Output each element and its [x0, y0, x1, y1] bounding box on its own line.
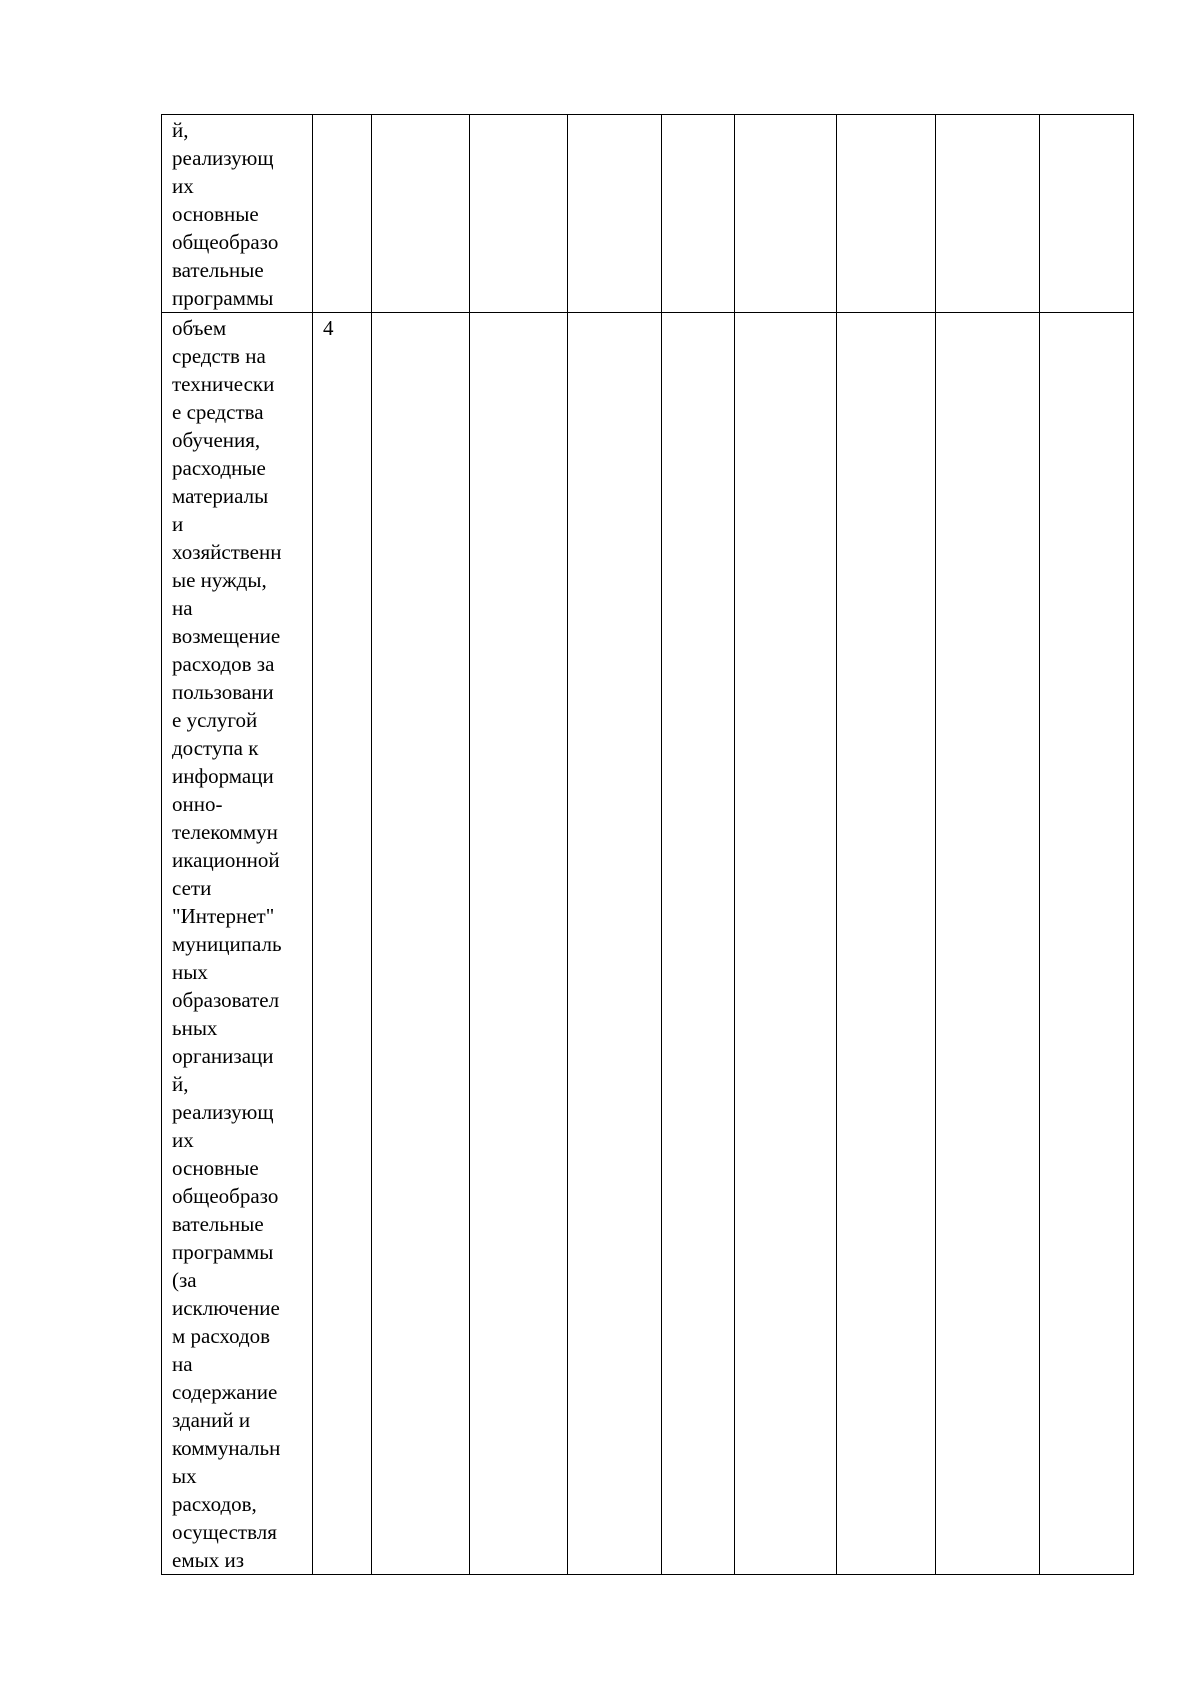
table-row — [162, 115, 1134, 313]
data-cell — [568, 115, 662, 313]
data-cell — [662, 115, 735, 313]
data-cell — [470, 313, 568, 1575]
data-cell — [1040, 313, 1134, 1575]
data-cell — [837, 115, 936, 313]
data-cell — [735, 313, 837, 1575]
row-label-cell: й, реализующ их основные общеобразо вательные программы — [162, 115, 313, 313]
data-cell — [1040, 115, 1134, 313]
row-number-cell — [313, 115, 372, 313]
data-cell — [837, 313, 936, 1575]
data-cell — [662, 313, 735, 1575]
document-table — [161, 114, 1134, 1575]
row-number-cell: 4 — [313, 313, 372, 1575]
data-cell — [936, 115, 1040, 313]
data-cell — [735, 115, 837, 313]
table-row — [162, 313, 1134, 1575]
data-cell — [470, 115, 568, 313]
row-label-cell: объем средств на технически е средства обучения, расходные материалы и хозяйственн ые нужды, на возмещение расходов за пользовани е услугой доступа к информаци онно- телекоммун икационной сети "Интернет" муниципаль ных образовател ьных организаци й, реализующ их основные общеобразо вательные программы (за исключение м расходов на содержание зданий и коммунальн ых расходов, осуществля емых из — [162, 313, 313, 1575]
data-cell — [372, 115, 470, 313]
data-cell — [568, 313, 662, 1575]
data-cell — [936, 313, 1040, 1575]
data-cell — [372, 313, 470, 1575]
